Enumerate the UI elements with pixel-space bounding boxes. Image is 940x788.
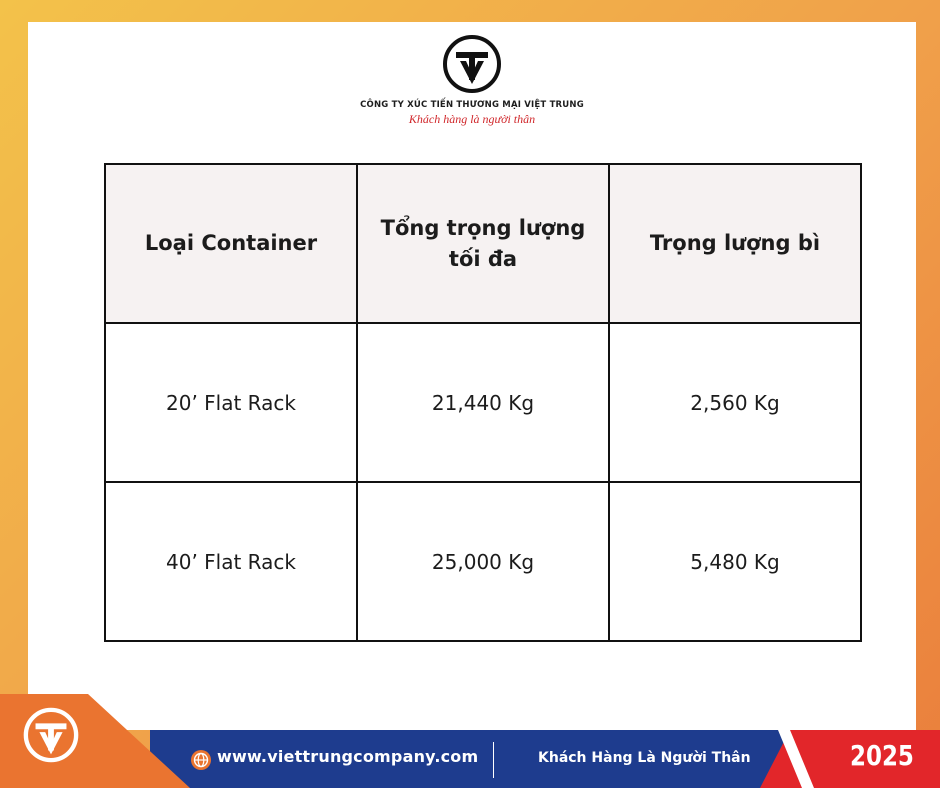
company-name: CÔNG TY XÚC TIẾN THƯƠNG MẠI VIỆT TRUNG <box>360 100 584 110</box>
table-cell: 20’ Flat Rack <box>105 323 357 482</box>
table-cell: 5,480 Kg <box>609 482 861 641</box>
footer-bar <box>0 730 940 788</box>
table-header-row <box>105 164 861 323</box>
company-slogan: Khách hàng là người thân <box>408 112 536 126</box>
table-cell: 21,440 Kg <box>357 323 609 482</box>
globe-icon <box>190 749 212 771</box>
footer-slogan: Khách Hàng Là Người Thân <box>538 750 751 766</box>
year-label: 2025 <box>850 739 914 772</box>
company-header <box>28 34 916 127</box>
header-cell: Trọng lượng bì <box>609 164 861 323</box>
table-cell: 25,000 Kg <box>357 482 609 641</box>
vt-logo-icon <box>442 34 502 94</box>
table-row <box>105 482 861 641</box>
content-card <box>28 22 916 730</box>
container-spec-table <box>104 163 862 642</box>
table-cell: 2,560 Kg <box>609 323 861 482</box>
website-link[interactable]: www.viettrungcompany.com <box>217 747 479 766</box>
header-cell: Loại Container <box>105 164 357 323</box>
footer-divider <box>493 742 494 778</box>
vt-logo-icon <box>22 706 80 764</box>
table-row <box>105 323 861 482</box>
table-cell: 40’ Flat Rack <box>105 482 357 641</box>
header-cell: Tổng trọng lượng tối đa <box>357 164 609 323</box>
